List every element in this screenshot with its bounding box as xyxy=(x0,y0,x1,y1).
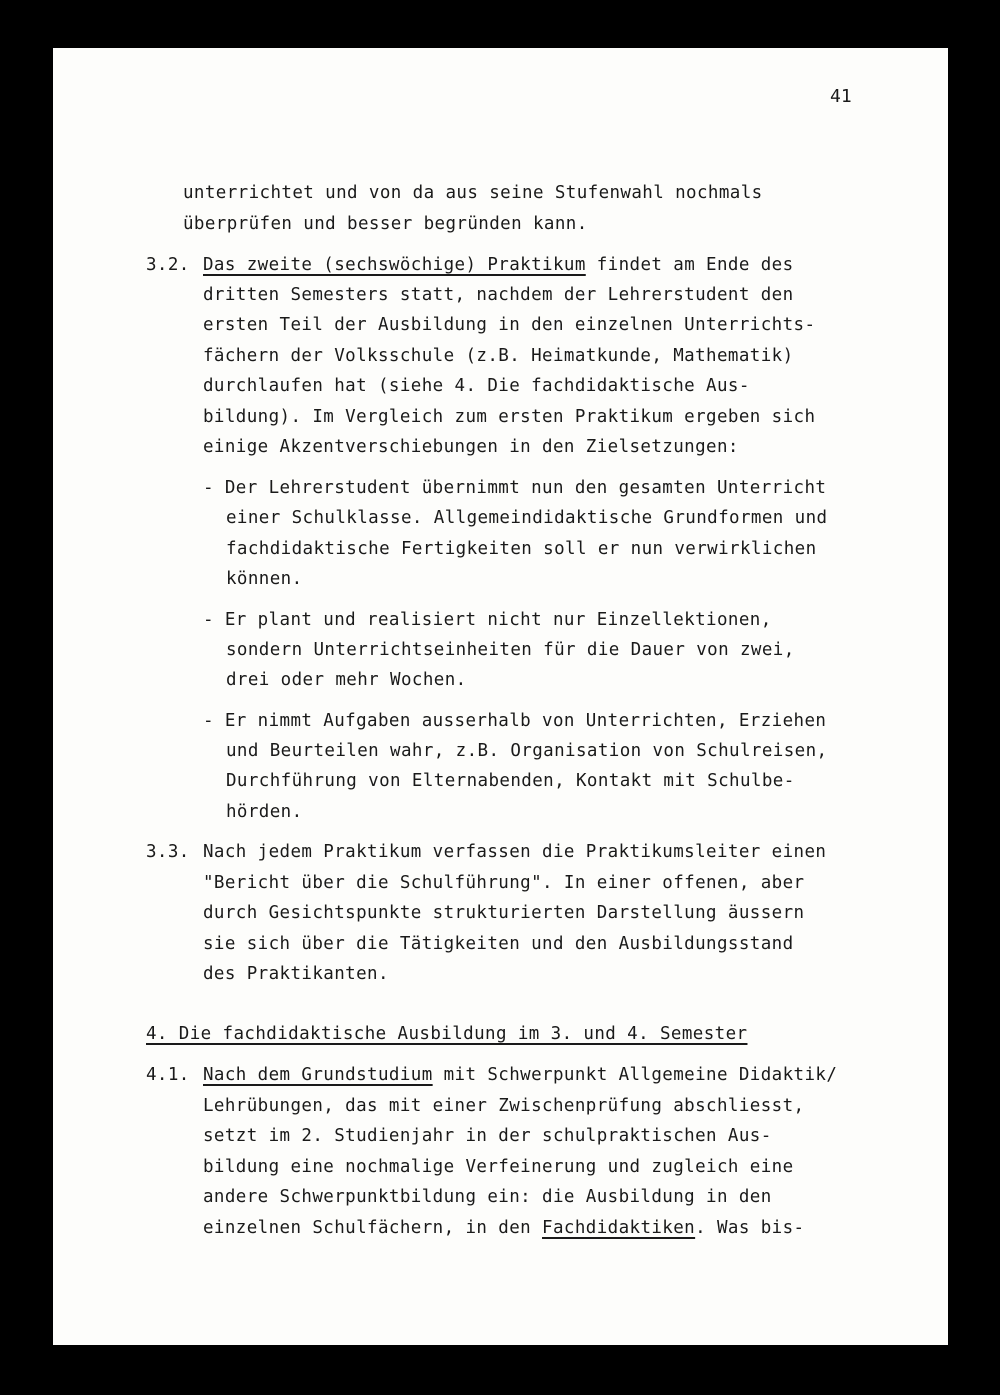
paragraph-first-line xyxy=(203,1064,837,1086)
text-line: hörden. xyxy=(226,802,303,822)
heading-text: 4. Die fachdidaktische Ausbildung im 3. und 4. Semester xyxy=(146,1024,748,1044)
text-line: Lehrübungen, das mit einer Zwischenprüfung abschliesst, xyxy=(203,1096,805,1116)
page-number: 41 xyxy=(830,86,852,107)
text-span: einzelnen Schulfächern, in den xyxy=(203,1218,543,1238)
text-line: durchlaufen hat (siehe 4. Die fachdidaktische Aus- xyxy=(203,376,750,396)
paragraph-first-line: Nach jedem Praktikum verfassen die Praktikumsleiter einen xyxy=(203,842,827,862)
text-line: können. xyxy=(226,569,303,589)
text-line: bildung eine nochmalige Verfeinerung und zugleich eine xyxy=(203,1157,794,1177)
bullet-line: - Er plant und realisiert nicht nur Einzellektionen, xyxy=(203,610,772,630)
underlined-phrase: Nach dem Grundstudium xyxy=(203,1065,433,1085)
text-span: findet am Ende des xyxy=(585,255,794,275)
text-span: mit Schwerpunkt Allgemeine Didaktik/ xyxy=(432,1065,838,1085)
section-number: 3.2. xyxy=(146,255,190,275)
section-number: 4.1. xyxy=(146,1065,190,1085)
underlined-phrase: Das zweite (sechswöchige) Praktikum xyxy=(203,255,586,275)
text-line: ersten Teil der Ausbildung in den einzelnen Unterrichts- xyxy=(203,315,816,335)
text-line: drei oder mehr Wochen. xyxy=(226,670,467,690)
text-line: einer Schulklasse. Allgemeindidaktische Grundformen und xyxy=(226,508,828,528)
text-line: setzt im 2. Studienjahr in der schulpraktischen Aus- xyxy=(203,1126,772,1146)
section-number: 3.3. xyxy=(146,842,190,862)
text-line: Durchführung von Elternabenden, Kontakt mit Schulbe- xyxy=(226,771,795,791)
text-line: des Praktikanten. xyxy=(203,964,389,984)
text-line: unterrichtet und von da aus seine Stufenwahl nochmals xyxy=(183,183,763,203)
paragraph-last-line xyxy=(203,1217,804,1239)
bullet-line: - Er nimmt Aufgaben ausserhalb von Unterrichten, Erziehen xyxy=(203,711,827,731)
text-line: durch Gesichtspunkte strukturierten Darstellung äussern xyxy=(203,903,805,923)
text-line: fachdidaktische Fertigkeiten soll er nun verwirklichen xyxy=(226,539,817,559)
text-line: sondern Unterrichtseinheiten für die Dauer von zwei, xyxy=(226,640,795,660)
section-heading xyxy=(146,1023,747,1045)
text-line: einige Akzentverschiebungen in den Zielsetzungen: xyxy=(203,437,739,457)
underlined-phrase: Fachdidaktiken xyxy=(542,1218,696,1238)
text-line: andere Schwerpunktbildung ein: die Ausbildung in den xyxy=(203,1187,772,1207)
bullet-line: - Der Lehrerstudent übernimmt nun den gesamten Unterricht xyxy=(203,478,827,498)
paragraph-first-line xyxy=(203,254,794,276)
document-page xyxy=(53,48,948,1345)
text-span: . Was bis- xyxy=(695,1218,805,1238)
text-line: und Beurteilen wahr, z.B. Organisation von Schulreisen, xyxy=(226,741,828,761)
text-line: fächern der Volksschule (z.B. Heimatkunde, Mathematik) xyxy=(203,346,794,366)
text-line: überprüfen und besser begründen kann. xyxy=(183,214,588,234)
text-line: sie sich über die Tätigkeiten und den Ausbildungsstand xyxy=(203,934,794,954)
text-line: "Bericht über die Schulführung". In einer offenen, aber xyxy=(203,873,805,893)
text-line: bildung). Im Vergleich zum ersten Praktikum ergeben sich xyxy=(203,407,816,427)
text-line: dritten Semesters statt, nachdem der Lehrerstudent den xyxy=(203,285,794,305)
